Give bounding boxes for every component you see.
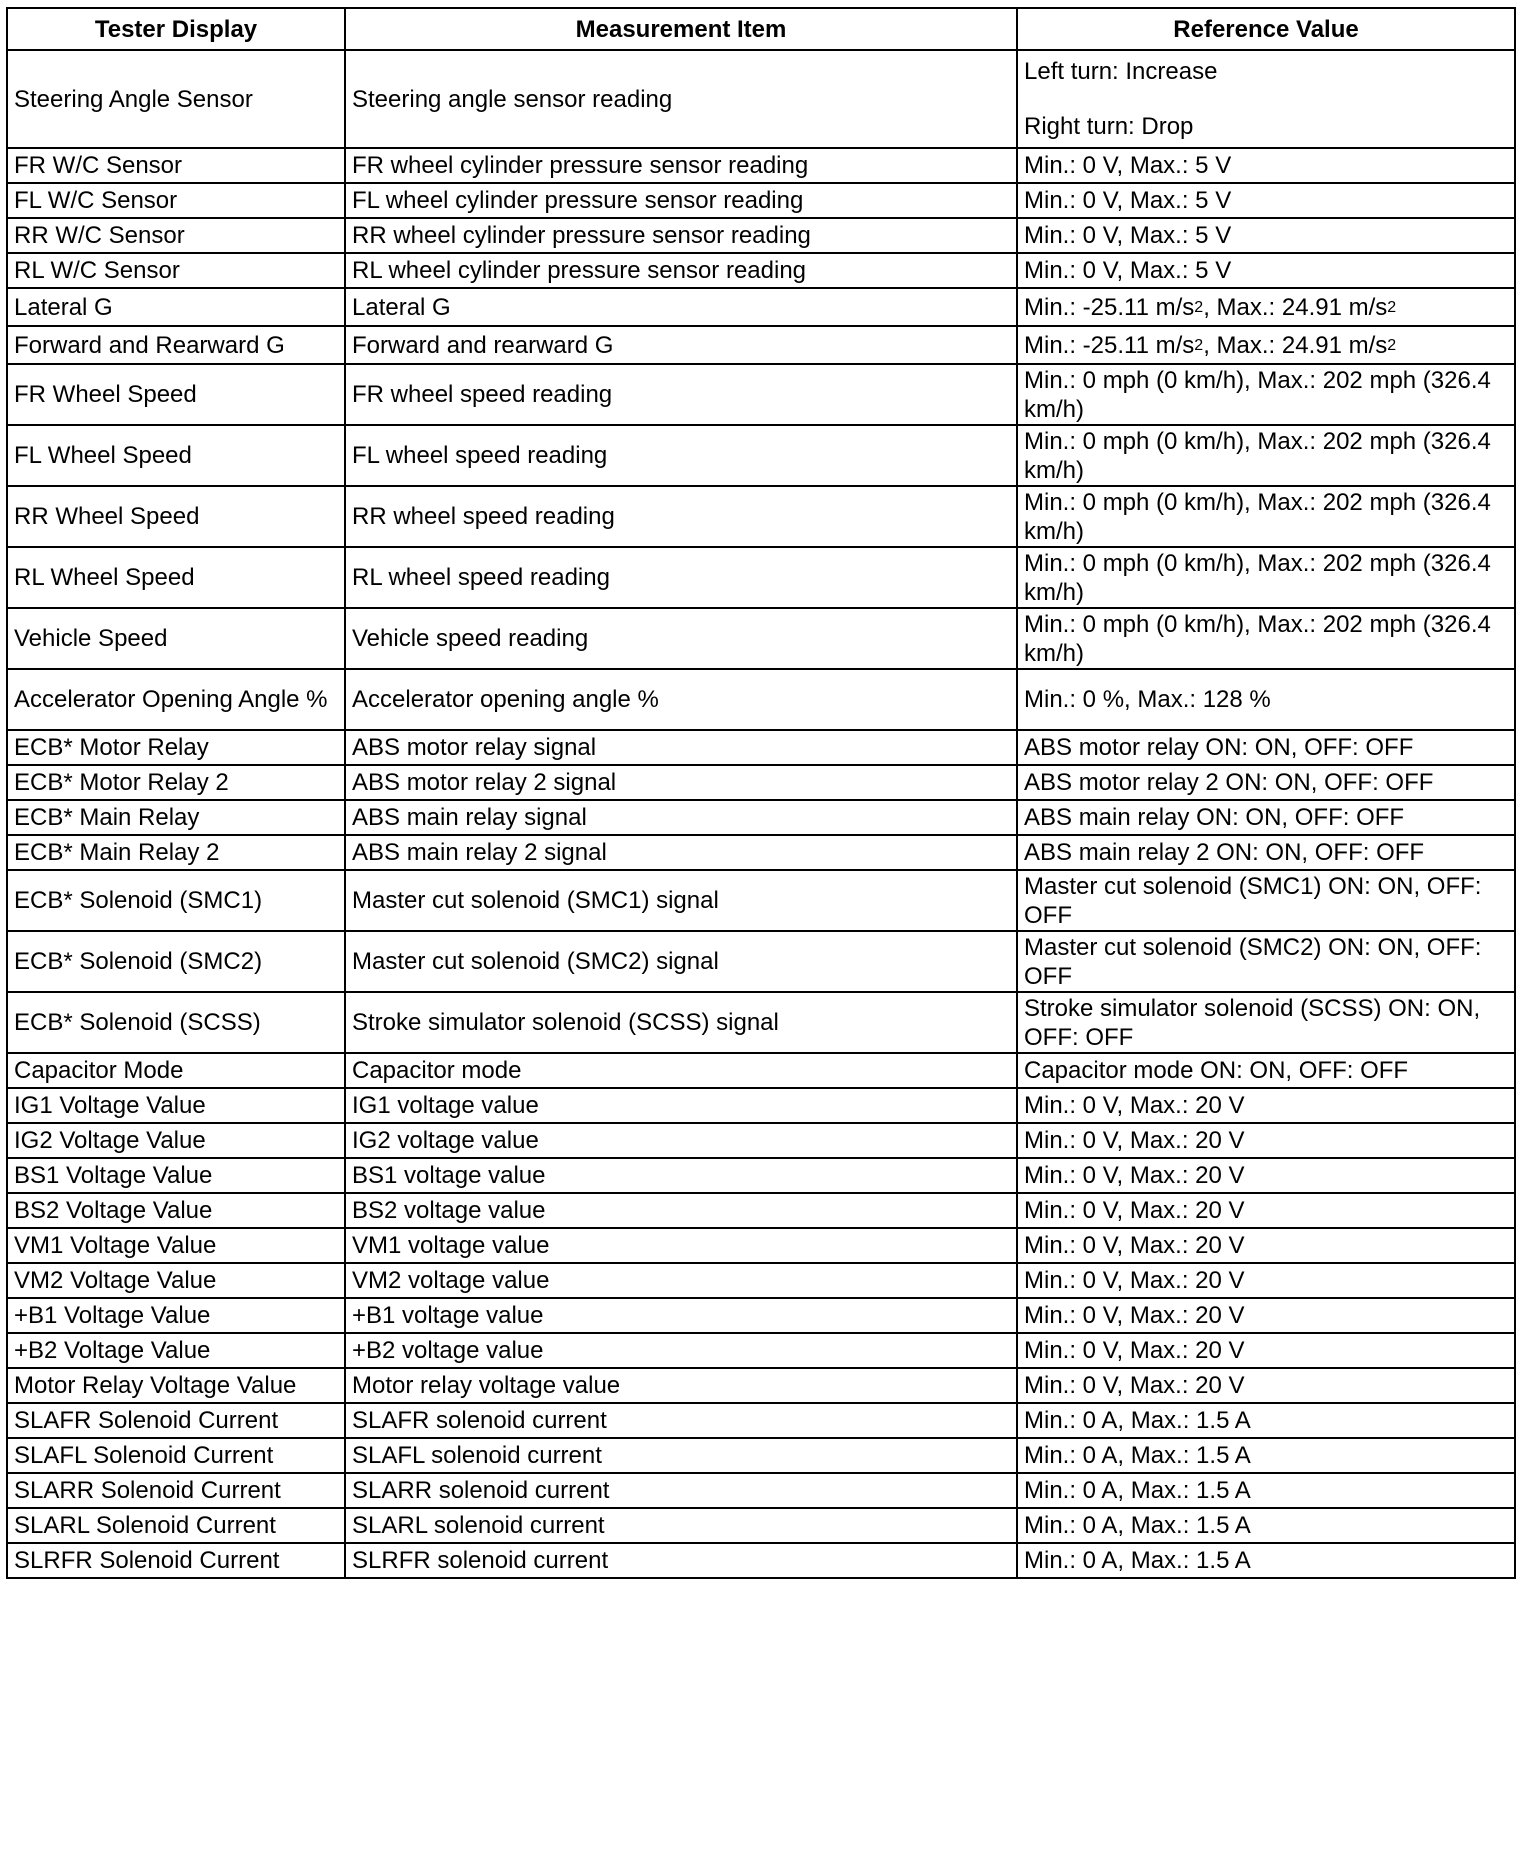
table-row xyxy=(7,1158,1515,1193)
cell-measurement-item: ABS motor relay signal xyxy=(345,730,1017,765)
cell-reference-value: Min.: 0 mph (0 km/h), Max.: 202 mph (326.4 km/h) xyxy=(1017,364,1515,425)
cell-tester-display: VM2 Voltage Value xyxy=(7,1263,345,1298)
header-tester-display: Tester Display xyxy=(7,8,345,50)
cell-measurement-item: IG2 voltage value xyxy=(345,1123,1017,1158)
cell-measurement-item: Master cut solenoid (SMC1) signal xyxy=(345,870,1017,931)
cell-reference-value: Min.: 0 V, Max.: 20 V xyxy=(1017,1368,1515,1403)
cell-tester-display: RR Wheel Speed xyxy=(7,486,345,547)
table-row xyxy=(7,931,1515,992)
cell-tester-display: BS2 Voltage Value xyxy=(7,1193,345,1228)
cell-reference-value: Min.: 0 V, Max.: 5 V xyxy=(1017,218,1515,253)
cell-tester-display: Steering Angle Sensor xyxy=(7,50,345,148)
cell-measurement-item: SLARR solenoid current xyxy=(345,1473,1017,1508)
cell-tester-display: FR W/C Sensor xyxy=(7,148,345,183)
cell-tester-display: IG1 Voltage Value xyxy=(7,1088,345,1123)
cell-tester-display: ECB* Solenoid (SCSS) xyxy=(7,992,345,1053)
cell-tester-display: Vehicle Speed xyxy=(7,608,345,669)
cell-reference-value: Min.: 0 %, Max.: 128 % xyxy=(1017,669,1515,730)
table-row xyxy=(7,992,1515,1053)
exponent: 2 xyxy=(1194,298,1204,316)
cell-reference-value: Min.: 0 V, Max.: 20 V xyxy=(1017,1228,1515,1263)
cell-tester-display: Accelerator Opening Angle % xyxy=(7,669,345,730)
header-measurement-item: Measurement Item xyxy=(345,8,1017,50)
table-row xyxy=(7,1403,1515,1438)
cell-reference-value: Min.: 0 V, Max.: 20 V xyxy=(1017,1193,1515,1228)
cell-reference-value xyxy=(1017,288,1515,326)
exponent: 2 xyxy=(1194,336,1204,354)
cell-reference-value: ABS main relay ON: ON, OFF: OFF xyxy=(1017,800,1515,835)
cell-tester-display: RR W/C Sensor xyxy=(7,218,345,253)
cell-tester-display: IG2 Voltage Value xyxy=(7,1123,345,1158)
cell-tester-display: ECB* Solenoid (SMC1) xyxy=(7,870,345,931)
table-row xyxy=(7,1473,1515,1508)
ref-max: , Max.: 24.91 m/s xyxy=(1203,331,1388,359)
cell-reference-value xyxy=(1017,50,1515,148)
table-row xyxy=(7,669,1515,730)
cell-measurement-item: Steering angle sensor reading xyxy=(345,50,1017,148)
table-row xyxy=(7,218,1515,253)
table-header-row xyxy=(7,8,1515,50)
cell-tester-display: ECB* Main Relay xyxy=(7,800,345,835)
cell-measurement-item: FL wheel cylinder pressure sensor reading xyxy=(345,183,1017,218)
cell-measurement-item: FR wheel speed reading xyxy=(345,364,1017,425)
ref-left-turn: Left turn: Increase xyxy=(1024,58,1218,85)
table-row xyxy=(7,486,1515,547)
cell-tester-display: SLARL Solenoid Current xyxy=(7,1508,345,1543)
table-row xyxy=(7,425,1515,486)
cell-measurement-item: SLAFR solenoid current xyxy=(345,1403,1017,1438)
table-row xyxy=(7,1508,1515,1543)
cell-reference-value: Min.: 0 V, Max.: 20 V xyxy=(1017,1333,1515,1368)
cell-tester-display: ECB* Solenoid (SMC2) xyxy=(7,931,345,992)
cell-measurement-item: BS1 voltage value xyxy=(345,1158,1017,1193)
cell-reference-value: Master cut solenoid (SMC1) ON: ON, OFF: OFF xyxy=(1017,870,1515,931)
cell-measurement-item: RR wheel speed reading xyxy=(345,486,1017,547)
table-row xyxy=(7,608,1515,669)
data-list-table xyxy=(6,7,1516,1579)
cell-reference-value: Min.: 0 A, Max.: 1.5 A xyxy=(1017,1473,1515,1508)
table-row xyxy=(7,1193,1515,1228)
cell-tester-display: FL W/C Sensor xyxy=(7,183,345,218)
table-row xyxy=(7,1368,1515,1403)
cell-measurement-item: Motor relay voltage value xyxy=(345,1368,1017,1403)
cell-tester-display: FL Wheel Speed xyxy=(7,425,345,486)
table-row xyxy=(7,1228,1515,1263)
exponent: 2 xyxy=(1387,336,1397,354)
exponent: 2 xyxy=(1387,298,1397,316)
cell-tester-display: Lateral G xyxy=(7,288,345,326)
table-row xyxy=(7,288,1515,326)
cell-measurement-item: ABS main relay 2 signal xyxy=(345,835,1017,870)
cell-measurement-item: Accelerator opening angle % xyxy=(345,669,1017,730)
cell-measurement-item: RL wheel speed reading xyxy=(345,547,1017,608)
table-row xyxy=(7,1053,1515,1088)
cell-measurement-item: ABS motor relay 2 signal xyxy=(345,765,1017,800)
cell-tester-display: ECB* Motor Relay xyxy=(7,730,345,765)
cell-measurement-item: Lateral G xyxy=(345,288,1017,326)
cell-tester-display: SLAFR Solenoid Current xyxy=(7,1403,345,1438)
cell-reference-value: Min.: 0 mph (0 km/h), Max.: 202 mph (326.4 km/h) xyxy=(1017,547,1515,608)
cell-tester-display: RL W/C Sensor xyxy=(7,253,345,288)
table-row xyxy=(7,765,1515,800)
cell-measurement-item: FL wheel speed reading xyxy=(345,425,1017,486)
table-row xyxy=(7,547,1515,608)
cell-tester-display: +B2 Voltage Value xyxy=(7,1333,345,1368)
table-row xyxy=(7,183,1515,218)
cell-tester-display: VM1 Voltage Value xyxy=(7,1228,345,1263)
cell-tester-display: RL Wheel Speed xyxy=(7,547,345,608)
cell-reference-value: Min.: 0 A, Max.: 1.5 A xyxy=(1017,1438,1515,1473)
cell-tester-display: SLAFL Solenoid Current xyxy=(7,1438,345,1473)
cell-tester-display: Capacitor Mode xyxy=(7,1053,345,1088)
cell-reference-value: Min.: 0 V, Max.: 20 V xyxy=(1017,1298,1515,1333)
ref-min: Min.: -25.11 m/s xyxy=(1024,293,1195,321)
cell-tester-display: Forward and Rearward G xyxy=(7,326,345,364)
cell-reference-value: Min.: 0 V, Max.: 20 V xyxy=(1017,1158,1515,1193)
cell-measurement-item: Capacitor mode xyxy=(345,1053,1017,1088)
cell-measurement-item: BS2 voltage value xyxy=(345,1193,1017,1228)
cell-measurement-item: VM2 voltage value xyxy=(345,1263,1017,1298)
cell-tester-display: BS1 Voltage Value xyxy=(7,1158,345,1193)
cell-reference-value: Min.: 0 V, Max.: 5 V xyxy=(1017,148,1515,183)
cell-tester-display: ECB* Main Relay 2 xyxy=(7,835,345,870)
cell-tester-display: SLRFR Solenoid Current xyxy=(7,1543,345,1578)
cell-tester-display: FR Wheel Speed xyxy=(7,364,345,425)
cell-reference-value: Capacitor mode ON: ON, OFF: OFF xyxy=(1017,1053,1515,1088)
header-reference-value: Reference Value xyxy=(1017,8,1515,50)
cell-measurement-item: Master cut solenoid (SMC2) signal xyxy=(345,931,1017,992)
cell-tester-display: SLARR Solenoid Current xyxy=(7,1473,345,1508)
cell-reference-value: Min.: 0 mph (0 km/h), Max.: 202 mph (326.4 km/h) xyxy=(1017,608,1515,669)
cell-tester-display: Motor Relay Voltage Value xyxy=(7,1368,345,1403)
cell-measurement-item: ABS main relay signal xyxy=(345,800,1017,835)
cell-measurement-item: +B1 voltage value xyxy=(345,1298,1017,1333)
cell-reference-value: Min.: 0 V, Max.: 20 V xyxy=(1017,1263,1515,1298)
cell-reference-value: Min.: 0 V, Max.: 5 V xyxy=(1017,253,1515,288)
table-row xyxy=(7,835,1515,870)
table-row xyxy=(7,1298,1515,1333)
cell-reference-value: ABS motor relay ON: ON, OFF: OFF xyxy=(1017,730,1515,765)
cell-measurement-item: RR wheel cylinder pressure sensor reading xyxy=(345,218,1017,253)
table-row xyxy=(7,800,1515,835)
cell-reference-value: Min.: 0 A, Max.: 1.5 A xyxy=(1017,1508,1515,1543)
cell-measurement-item: SLRFR solenoid current xyxy=(345,1543,1017,1578)
cell-measurement-item: +B2 voltage value xyxy=(345,1333,1017,1368)
table-row xyxy=(7,1123,1515,1158)
table-row xyxy=(7,253,1515,288)
table-row xyxy=(7,1333,1515,1368)
cell-reference-value: ABS main relay 2 ON: ON, OFF: OFF xyxy=(1017,835,1515,870)
cell-reference-value: Min.: 0 mph (0 km/h), Max.: 202 mph (326.4 km/h) xyxy=(1017,486,1515,547)
cell-tester-display: ECB* Motor Relay 2 xyxy=(7,765,345,800)
table-row xyxy=(7,870,1515,931)
ref-right-turn: Right turn: Drop xyxy=(1024,113,1194,140)
cell-reference-value: ABS motor relay 2 ON: ON, OFF: OFF xyxy=(1017,765,1515,800)
cell-measurement-item: RL wheel cylinder pressure sensor reading xyxy=(345,253,1017,288)
cell-tester-display: +B1 Voltage Value xyxy=(7,1298,345,1333)
table-row xyxy=(7,730,1515,765)
cell-reference-value: Min.: 0 A, Max.: 1.5 A xyxy=(1017,1543,1515,1578)
table-row xyxy=(7,1088,1515,1123)
cell-measurement-item: VM1 voltage value xyxy=(345,1228,1017,1263)
table-row xyxy=(7,50,1515,148)
cell-reference-value: Master cut solenoid (SMC2) ON: ON, OFF: OFF xyxy=(1017,931,1515,992)
table-row xyxy=(7,148,1515,183)
cell-measurement-item: SLAFL solenoid current xyxy=(345,1438,1017,1473)
cell-measurement-item: SLARL solenoid current xyxy=(345,1508,1017,1543)
cell-measurement-item: Stroke simulator solenoid (SCSS) signal xyxy=(345,992,1017,1053)
cell-measurement-item: FR wheel cylinder pressure sensor reading xyxy=(345,148,1017,183)
cell-reference-value xyxy=(1017,326,1515,364)
table-row xyxy=(7,326,1515,364)
table-row xyxy=(7,1543,1515,1578)
cell-reference-value: Min.: 0 A, Max.: 1.5 A xyxy=(1017,1403,1515,1438)
table-row xyxy=(7,1263,1515,1298)
table-row xyxy=(7,364,1515,425)
cell-measurement-item: Forward and rearward G xyxy=(345,326,1017,364)
table-row xyxy=(7,1438,1515,1473)
cell-reference-value: Min.: 0 V, Max.: 5 V xyxy=(1017,183,1515,218)
ref-max: , Max.: 24.91 m/s xyxy=(1203,293,1388,321)
ref-min: Min.: -25.11 m/s xyxy=(1024,331,1195,359)
cell-reference-value: Min.: 0 mph (0 km/h), Max.: 202 mph (326.4 km/h) xyxy=(1017,425,1515,486)
cell-reference-value: Min.: 0 V, Max.: 20 V xyxy=(1017,1088,1515,1123)
cell-reference-value: Stroke simulator solenoid (SCSS) ON: ON, OFF: OFF xyxy=(1017,992,1515,1053)
cell-reference-value: Min.: 0 V, Max.: 20 V xyxy=(1017,1123,1515,1158)
cell-measurement-item: IG1 voltage value xyxy=(345,1088,1017,1123)
cell-measurement-item: Vehicle speed reading xyxy=(345,608,1017,669)
